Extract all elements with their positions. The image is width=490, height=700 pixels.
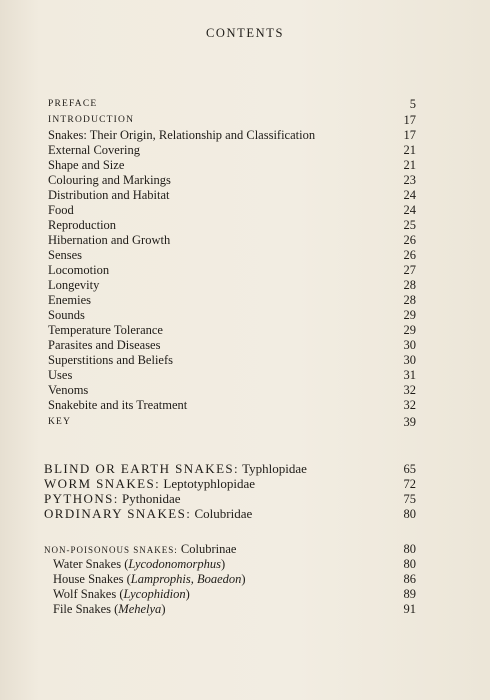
toc-entry: [0, 127, 490, 143]
toc-entry-label: Distribution and Habitat: [48, 188, 170, 202]
toc-entry: [0, 187, 490, 203]
toc-entry-page: 28: [403, 293, 416, 307]
toc-entry: [0, 307, 490, 323]
toc-entry-page: 80: [403, 557, 416, 571]
toc-entry-label: Sounds: [48, 308, 85, 322]
toc-entry-page: 25: [403, 218, 416, 232]
toc-entry: [0, 217, 490, 233]
toc-entry: [0, 352, 490, 368]
toc-entry-label: Snakebite and its Treatment: [48, 398, 188, 412]
toc-entry-page: 30: [403, 338, 416, 352]
toc-entry-label: Shape and Size: [48, 158, 125, 172]
toc-entry-label: Food: [48, 203, 74, 217]
toc-entry-label: INTRODUCTION: [48, 115, 135, 125]
toc-entry: [0, 142, 490, 158]
toc-entry: [0, 382, 490, 398]
toc-entry-label: PREFACE: [48, 99, 98, 109]
toc-entry: [0, 292, 490, 308]
toc-entry-page: 32: [403, 383, 416, 397]
toc-entry-page: 21: [403, 158, 416, 172]
toc-entry-page: 72: [403, 477, 416, 491]
toc-entry-label: External Covering: [48, 143, 140, 157]
toc-entry-page: 17: [403, 113, 416, 127]
toc-entry: [0, 367, 490, 383]
toc-entry-page: 26: [403, 248, 416, 262]
toc-entry-label: Hibernation and Growth: [48, 233, 171, 247]
toc-entry-page: 17: [403, 128, 416, 142]
toc-entry-page: 26: [403, 233, 416, 247]
toc-entry-page: 29: [403, 308, 416, 322]
toc-entry-label: Colouring and Markings: [48, 173, 171, 187]
toc-entry-page: 80: [403, 542, 416, 556]
toc-entry: [0, 247, 490, 263]
toc-entry: [0, 322, 490, 338]
toc-entry-key: [0, 414, 490, 430]
toc-entry-page: 65: [403, 462, 416, 476]
toc-entry-page: 89: [403, 587, 416, 601]
toc-entry-label: NON-POISONOUS SNAKES: Colubrinae: [44, 542, 237, 556]
toc-entry-page: 27: [403, 263, 416, 277]
page-title: CONTENTS: [205, 26, 285, 40]
toc-family-entry: [0, 506, 490, 522]
toc-entry: [0, 262, 490, 278]
toc-entry-page: 28: [403, 278, 416, 292]
toc-entry-label: Superstitions and Beliefs: [48, 353, 173, 367]
toc-entry-label: Enemies: [48, 293, 92, 307]
toc-entry-page: 24: [403, 188, 416, 202]
toc-entry-label: Locomotion: [48, 263, 110, 277]
toc-entry-page: 39: [403, 415, 416, 429]
toc-entry-label: Venoms: [48, 383, 89, 397]
toc-entry: [0, 232, 490, 248]
toc-entry-label: BLIND OR EARTH SNAKES: Typhlopidae: [44, 461, 307, 476]
toc-entry-label: Wolf Snakes (Lycophidion): [53, 587, 190, 601]
toc-entry-page: 80: [403, 507, 416, 521]
toc-family-entry: [0, 491, 490, 507]
toc-entry: [0, 277, 490, 293]
toc-entry: [0, 202, 490, 218]
toc-family-entry: [0, 476, 490, 492]
toc-entry-page: 24: [403, 203, 416, 217]
toc-entry-page: 29: [403, 323, 416, 337]
toc-entry-page: 21: [403, 143, 416, 157]
toc-entry: [0, 172, 490, 188]
toc-genus-entry: [0, 556, 490, 572]
toc-entry-page: 32: [403, 398, 416, 412]
toc-entry-page: 23: [403, 173, 416, 187]
toc-entry-label: Reproduction: [48, 218, 117, 232]
toc-entry-label: KEY: [48, 417, 72, 427]
toc-entry-label: File Snakes (Mehelya): [53, 602, 166, 616]
toc-entry-label: WORM SNAKES: Leptotyphlopidae: [44, 476, 256, 491]
toc-entry-page: 91: [403, 602, 416, 616]
toc-entry: [0, 397, 490, 413]
toc-family-entry: [0, 461, 490, 477]
toc-entry-label: Longevity: [48, 278, 100, 292]
toc-entry-label: Water Snakes (Lycodonomorphus): [53, 557, 226, 571]
toc-subfamily-entry: [0, 541, 490, 557]
toc-entry-page: 31: [403, 368, 416, 382]
toc-entry-label: PYTHONS: Pythonidae: [44, 491, 181, 506]
toc-entry: [0, 337, 490, 353]
toc-entry-label: Snakes: Their Origin, Relationship and Classification: [48, 128, 316, 142]
toc-genus-entry: [0, 586, 490, 602]
toc-genus-entry: [0, 571, 490, 587]
toc-entry-label: Parasites and Diseases: [48, 338, 161, 352]
toc-entry: [0, 157, 490, 173]
toc-entry-label: Temperature Tolerance: [48, 323, 163, 337]
toc-entry-preface: [0, 96, 490, 112]
toc-genus-entry: [0, 601, 490, 617]
toc-entry-label: House Snakes (Lamprophis, Boaedon): [53, 572, 246, 586]
toc-entry-introduction: [0, 112, 490, 128]
toc-entry-page: 75: [403, 492, 416, 506]
toc-entry-label: Uses: [48, 368, 73, 382]
toc-entry-label: ORDINARY SNAKES: Colubridae: [44, 506, 253, 521]
toc-entry-page: 86: [403, 572, 416, 586]
toc-entry-label: Senses: [48, 248, 83, 262]
toc-entry-page: 5: [409, 97, 416, 111]
toc-entry-page: 30: [403, 353, 416, 367]
